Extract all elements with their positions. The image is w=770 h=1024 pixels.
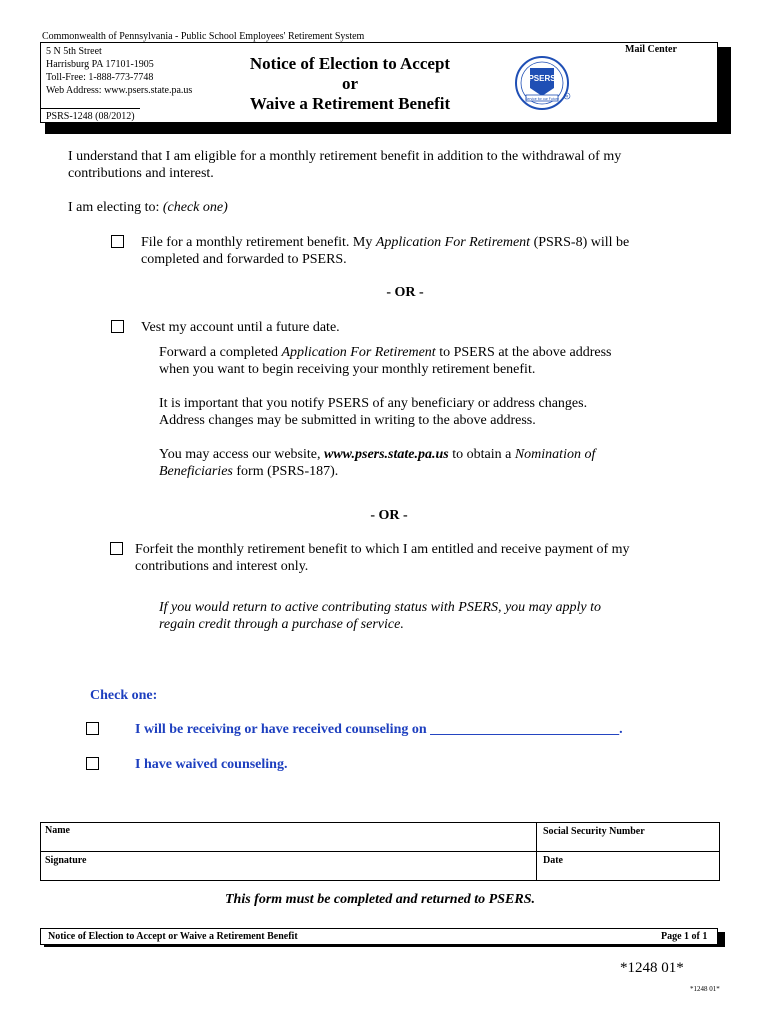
vest-p1-a: Forward a completed (159, 345, 282, 360)
signature-field-label: Signature (45, 855, 87, 866)
vest-p1-form-name: Application For Retirement (281, 345, 436, 360)
psers-seal-icon (514, 54, 574, 112)
page-number: Page 1 of 1 (661, 931, 708, 942)
option-vest-account-text: Vest my account until a future date. (141, 320, 340, 335)
ssn-field-label: Social Security Number (543, 826, 645, 837)
svg-text:Service for our Future: Service for our Future (525, 97, 559, 101)
title-line-2: or (341, 74, 359, 93)
form-title (200, 54, 500, 114)
svg-text:PSERS: PSERS (528, 74, 556, 83)
counseling-received-checkbox[interactable] (86, 722, 99, 735)
option1-form-name: Application For Retirement (375, 235, 531, 250)
psers-website-link[interactable]: www.psers.state.pa.us (324, 447, 449, 462)
barcode-caption: *1248 01* (690, 985, 720, 993)
ssn-field[interactable] (537, 838, 719, 850)
phone-line: Toll-Free: 1-888-773-7748 (46, 72, 154, 83)
counseling-waived-checkbox[interactable] (86, 757, 99, 770)
signature-field[interactable] (40, 864, 535, 880)
name-field[interactable] (40, 834, 535, 850)
form-number-divider (40, 108, 140, 109)
vest-website-paragraph (159, 446, 629, 480)
vest-p1-b: to PSERS at the above address when you want to begin receiving your monthly retirement benefit. (159, 345, 612, 377)
address-line-1: 5 N 5th Street (46, 46, 102, 57)
svg-text:R: R (565, 93, 569, 99)
vest-p3-a: You may access our website, (159, 447, 324, 462)
address-block (46, 45, 192, 97)
vest-forward-paragraph (159, 344, 619, 378)
or-separator-1: - OR - (386, 285, 424, 300)
counseling-received-text: I will be receiving or have received counseling on ___________________________. (135, 722, 623, 737)
counseling-heading: Check one: (90, 688, 158, 703)
electing-text: I am electing to: (68, 200, 163, 215)
option1-text-b: (PSRS-8) will be completed and forwarded to PSERS. (141, 235, 630, 267)
vest-notify-paragraph: It is important that you notify PSERS of any beneficiary or address changes. Address changes may be submitted in writing to the above address. (159, 396, 588, 428)
mail-center-label: Mail Center (625, 44, 677, 55)
option-vest-account-checkbox[interactable] (111, 320, 124, 333)
option-monthly-benefit-checkbox[interactable] (111, 235, 124, 248)
intro-text: I understand that I am eligible for a monthly retirement benefit in addition to the withdrawal of my contributions and interest. (68, 149, 622, 181)
psers-logo (514, 54, 574, 112)
or-separator-2: - OR - (370, 508, 408, 523)
footer-form-title: Notice of Election to Accept or Waive a Retirement Benefit (48, 931, 298, 942)
counseling-waived-text: I have waived counseling. (135, 757, 288, 772)
date-field-label: Date (543, 855, 563, 866)
option1-text-a: File for a monthly retirement benefit. My (141, 235, 376, 250)
form-number: PSRS-1248 (08/2012) (46, 111, 135, 122)
vest-p3-c: form (PSRS-187). (232, 464, 339, 479)
electing-label (68, 199, 228, 216)
web-address-line: Web Address: www.psers.state.pa.us (46, 85, 193, 96)
option-forfeit-checkbox[interactable] (110, 542, 123, 555)
date-field[interactable] (537, 866, 719, 880)
forfeit-note: If you would return to active contributing status with PSERS, you may apply to regain credit through a purchase of service. (159, 600, 601, 632)
agency-name: Commonwealth of Pennsylvania - Public School Employees' Retirement System (42, 31, 365, 42)
address-line-2: Harrisburg PA 17101-1905 (46, 59, 154, 70)
signature-table-row-divider (40, 851, 720, 852)
option-monthly-benefit-text (141, 234, 681, 268)
barcode-text: *1248 01* (620, 960, 684, 976)
closing-instruction: This form must be completed and returned to PSERS. (225, 892, 535, 907)
electing-hint: (check one) (162, 200, 228, 215)
title-line-1: Notice of Election to Accept (249, 54, 451, 73)
name-field-label: Name (45, 825, 70, 836)
vest-p3-form-name: Nomination of Beneficiaries (159, 447, 596, 479)
option-forfeit-text: Forfeit the monthly retirement benefit to which I am entitled and receive payment of my contributions and interest only. (135, 542, 630, 574)
vest-p3-b: to obtain a (448, 447, 515, 462)
title-line-3: Waive a Retirement Benefit (249, 94, 451, 113)
